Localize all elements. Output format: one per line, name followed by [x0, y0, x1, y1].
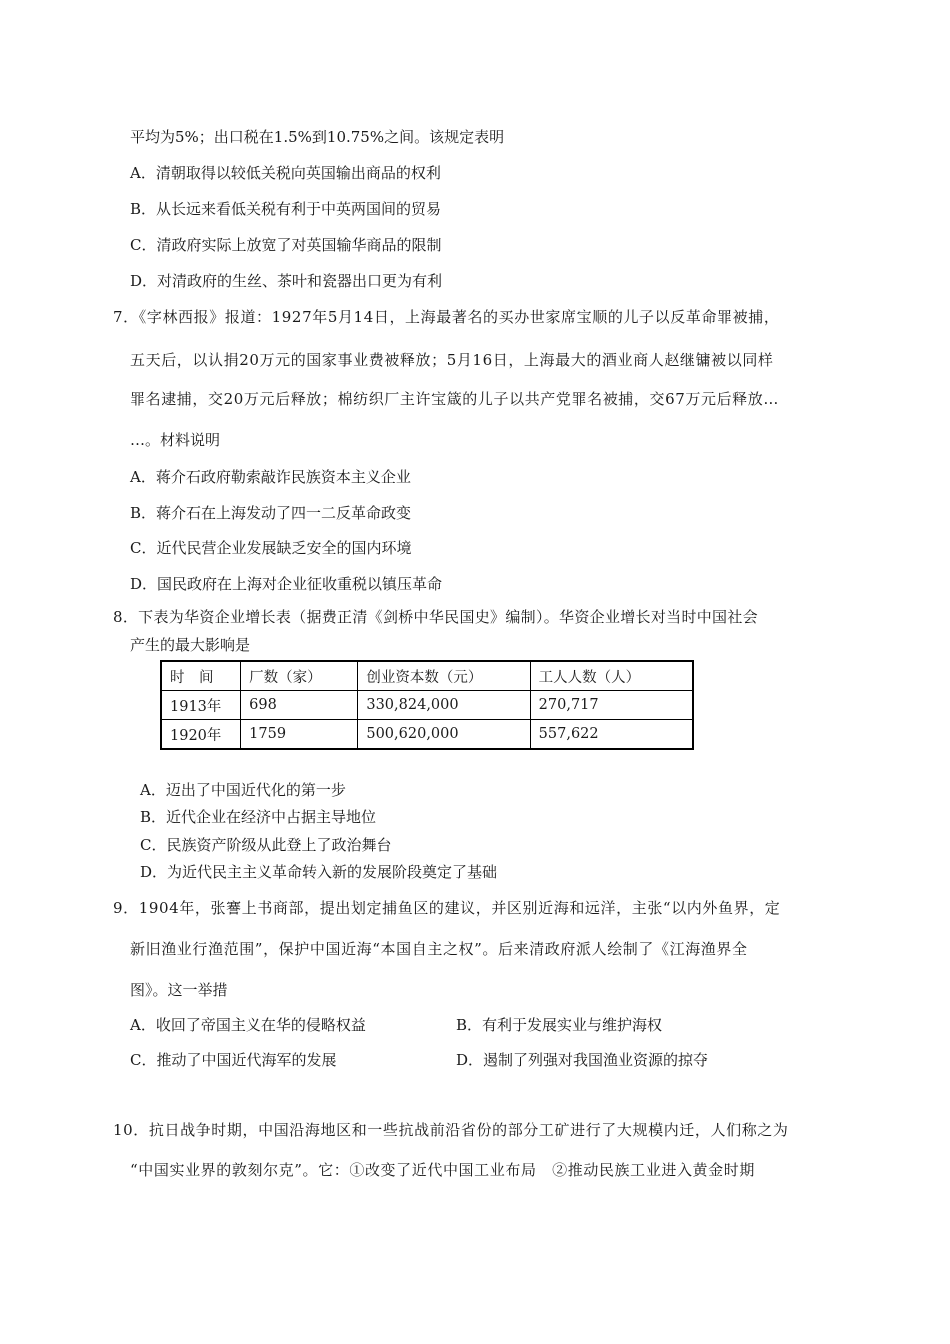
q7-stem-line-1: 7．《字林西报》报道：1927年5月14日，上海最著名的买办世家席宝顺的儿子以反革命罪被捕， — [113, 308, 780, 326]
table-header-cell: 厂数（家） — [241, 661, 358, 691]
q7-stem-line-3: 罪名逮捕，交20万元后释放；棉纺织厂主许宝箴的儿子以共产党罪名被捕，交67万元后释放… — [130, 390, 779, 408]
q8-option-b: B．近代企业在经济中占据主导地位 — [140, 808, 377, 826]
q8-stem-line-1: 8．下表为华资企业增长表（据费正清《剑桥中华民国史》编制）。华资企业增长对当时中国社会 — [113, 608, 758, 626]
q10-stem-line-1: 10．抗日战争时期，中国沿海地区和一些抗战前沿省份的部分工矿进行了大规模内迁，人们称之为 — [113, 1121, 789, 1139]
q9-option-d: D．遏制了列强对我国渔业资源的掠夺 — [456, 1051, 709, 1069]
table-cell: 500,620,000 — [358, 720, 530, 750]
q9-option-c: C．推动了中国近代海军的发展 — [130, 1051, 337, 1069]
q6-stem-tail: 平均为5%；出口税在1.5%到10.75%之间。该规定表明 — [130, 128, 505, 146]
q8-option-a: A．迈出了中国近代化的第一步 — [140, 781, 346, 799]
q9-stem-line-2: 新旧渔业行渔范围”，保护中国近海“本国自主之权”。后来清政府派人绘制了《江海渔界全 — [130, 940, 748, 958]
q7-stem-line-4: …。材料说明 — [130, 431, 221, 449]
q7-option-b: B．蒋介石在上海发动了四一二反革命政变 — [130, 504, 412, 522]
q9-stem-line-1: 9．1904年，张謇上书商部，提出划定捕鱼区的建议，并区别近海和远洋，主张“以内外鱼界，定 — [113, 899, 781, 917]
table-cell: 1913年 — [161, 691, 241, 720]
table-row — [161, 720, 693, 750]
q9-option-a: A．收回了帝国主义在华的侵略权益 — [130, 1016, 366, 1034]
table-cell: 557,622 — [530, 720, 693, 750]
q6-option-a: A．清朝取得以较低关税向英国输出商品的权利 — [130, 164, 441, 182]
table-header-row — [161, 661, 693, 691]
q6-option-d: D．对清政府的生丝、茶叶和瓷器出口更为有利 — [130, 272, 443, 290]
table-header-cell: 时 间 — [161, 661, 241, 691]
q8-stem-line-2: 产生的最大影响是 — [130, 636, 251, 654]
table-cell: 698 — [241, 691, 358, 720]
q7-option-c: C．近代民营企业发展缺乏安全的国内环境 — [130, 539, 412, 557]
q8-option-d: D．为近代民主主义革命转入新的发展阶段奠定了基础 — [140, 863, 498, 881]
q7-stem-line-2: 五天后，以认捐20万元的国家事业费被释放；5月16日，上海最大的酒业商人赵继镛被以同样 — [130, 351, 774, 369]
table-cell: 1759 — [241, 720, 358, 750]
q9-option-b: B．有利于发展实业与维护海权 — [456, 1016, 663, 1034]
table-row — [161, 691, 693, 720]
table-cell: 270,717 — [530, 691, 693, 720]
table-cell: 330,824,000 — [358, 691, 530, 720]
enterprise-growth-table — [160, 660, 694, 750]
q9-stem-line-3: 图》。这一举措 — [130, 981, 228, 999]
table-cell: 1920年 — [161, 720, 241, 750]
q10-stem-line-2: “中国实业界的敦刻尔克”。它：①改变了近代中国工业布局 ②推动民族工业进入黄金时期 — [130, 1161, 755, 1179]
table-header-cell: 工人人数（人） — [530, 661, 693, 691]
q7-option-a: A．蒋介石政府勒索敲诈民族资本主义企业 — [130, 468, 411, 486]
q6-option-c: C．清政府实际上放宽了对英国输华商品的限制 — [130, 236, 442, 254]
q6-option-b: B．从长远来看低关税有利于中英两国间的贸易 — [130, 200, 442, 218]
q7-option-d: D．国民政府在上海对企业征收重税以镇压革命 — [130, 575, 443, 593]
table-header-cell: 创业资本数（元） — [358, 661, 530, 691]
q8-option-c: C．民族资产阶级从此登上了政治舞台 — [140, 836, 392, 854]
